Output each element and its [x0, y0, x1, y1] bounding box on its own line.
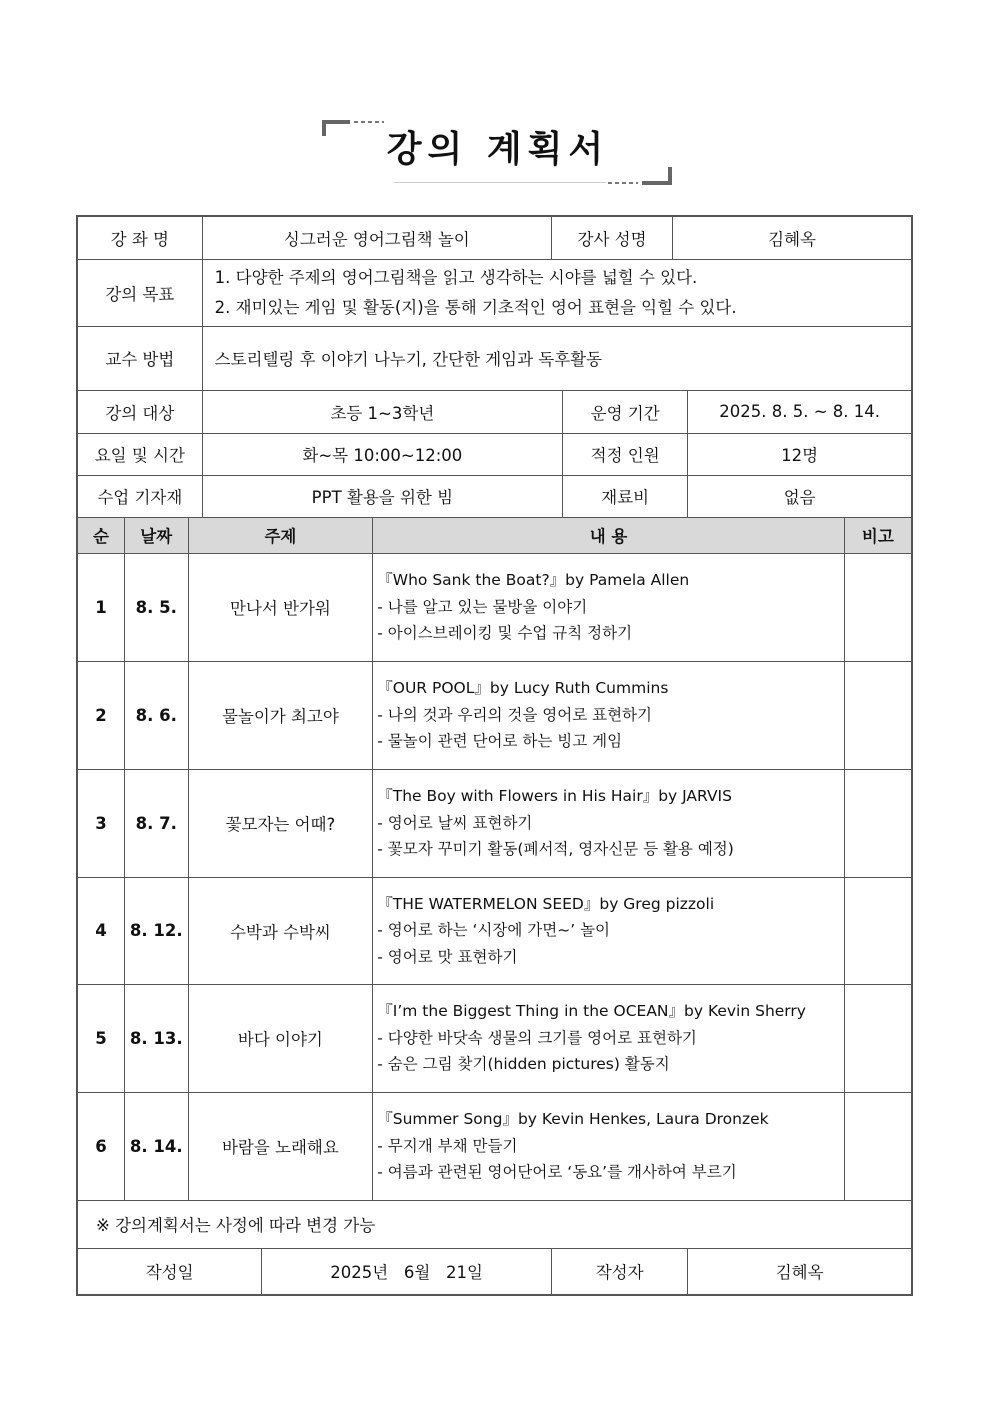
book-title: 『The Boy with Flowers in His Hair』by JARVIS	[377, 787, 732, 806]
header-topic: 주제	[188, 517, 373, 553]
page-title: 강의 계획서	[386, 129, 610, 170]
book-title: 『Summer Song』by Kevin Henkes, Laura Dronzek	[377, 1110, 769, 1129]
row-time	[77, 433, 912, 475]
lecture-plan-table	[76, 215, 913, 1296]
fee-value: 없음	[688, 475, 912, 517]
method-label: 교수 방법	[77, 326, 202, 390]
author-value: 김혜옥	[688, 1248, 912, 1295]
goal-value	[202, 259, 912, 326]
activity-line: - 꽃모자 꾸미기 활동(폐서적, 영자신문 등 활용 예정)	[377, 840, 734, 859]
schedule-row	[77, 984, 912, 1092]
session-note	[844, 984, 912, 1092]
session-content	[373, 984, 844, 1092]
period-label: 운영 기간	[563, 390, 688, 433]
session-number: 6	[77, 1092, 124, 1200]
goal-line-1: 1. 다양한 주제의 영어그림책을 읽고 생각하는 시야를 넓힐 수 있다.	[214, 267, 698, 287]
activity-line: - 다양한 바닷속 생물의 크기를 영어로 표현하기	[377, 1028, 697, 1047]
written-date-label: 작성일	[77, 1248, 262, 1295]
equipment-value: PPT 활용을 위한 빔	[202, 475, 562, 517]
title-bracket-top-left	[322, 120, 350, 124]
activity-line: - 영어로 날씨 표현하기	[377, 813, 533, 832]
session-date: 8. 12.	[124, 877, 188, 984]
activity-line: - 나의 것과 우리의 것을 영어로 표현하기	[377, 705, 652, 724]
row-method	[77, 326, 912, 390]
title-bracket-bottom-right-vertical	[668, 167, 672, 185]
author-label: 작성자	[551, 1248, 687, 1295]
session-note	[844, 661, 912, 769]
activity-line: - 무지개 부채 만들기	[377, 1136, 518, 1155]
session-number: 4	[77, 877, 124, 984]
session-date: 8. 13.	[124, 984, 188, 1092]
row-goal	[77, 259, 912, 326]
schedule-row	[77, 769, 912, 877]
activity-line: - 물놀이 관련 단어로 하는 빙고 게임	[377, 732, 623, 751]
header-date: 날짜	[124, 517, 188, 553]
session-content	[373, 1092, 844, 1200]
session-number: 5	[77, 984, 124, 1092]
schedule-header-row	[77, 517, 912, 553]
session-number: 1	[77, 553, 124, 661]
notice-row	[77, 1200, 912, 1248]
row-equipment	[77, 475, 912, 517]
goal-label: 강의 목표	[77, 259, 202, 326]
schedule-row	[77, 877, 912, 984]
activity-line: - 숨은 그림 찾기(hidden pictures) 활동지	[377, 1055, 670, 1074]
notice-text: ※ 강의계획서는 사정에 따라 변경 가능	[77, 1200, 912, 1248]
session-content	[373, 661, 844, 769]
time-label: 요일 및 시간	[77, 433, 202, 475]
course-label: 강 좌 명	[77, 216, 202, 259]
method-value: 스토리텔링 후 이야기 나누기, 간단한 게임과 독후활동	[202, 326, 912, 390]
time-value: 화~목 10:00~12:00	[202, 433, 562, 475]
session-note	[844, 553, 912, 661]
fee-label: 재료비	[563, 475, 688, 517]
capacity-value: 12명	[688, 433, 912, 475]
written-date-value: 2025년 6월 21일	[262, 1248, 552, 1295]
activity-line: - 영어로 하는 ‘시장에 가면~’ 놀이	[377, 921, 611, 940]
schedule-row	[77, 1092, 912, 1200]
session-topic: 물놀이가 최고야	[188, 661, 373, 769]
header-note: 비고	[844, 517, 912, 553]
instructor-label: 강사 성명	[551, 216, 672, 259]
equipment-label: 수업 기자재	[77, 475, 202, 517]
book-title: 『I’m the Biggest Thing in the OCEAN』by Kevin Sherry	[377, 1002, 806, 1021]
session-note	[844, 1092, 912, 1200]
capacity-label: 적정 인원	[563, 433, 688, 475]
title-underline	[394, 182, 606, 183]
session-note	[844, 769, 912, 877]
session-number: 2	[77, 661, 124, 769]
title-dots-top	[354, 121, 384, 123]
session-content	[373, 877, 844, 984]
book-title: 『Who Sank the Boat?』by Pamela Allen	[377, 571, 690, 590]
row-course	[77, 216, 912, 259]
session-date: 8. 14.	[124, 1092, 188, 1200]
target-value: 초등 1~3학년	[202, 390, 562, 433]
row-target	[77, 390, 912, 433]
session-topic: 꽃모자는 어때?	[188, 769, 373, 877]
session-topic: 바다 이야기	[188, 984, 373, 1092]
schedule-row	[77, 661, 912, 769]
schedule-row	[77, 553, 912, 661]
goal-line-2: 2. 재미있는 게임 및 활동(지)을 통해 기초적인 영어 표현을 익힐 수 있다.	[214, 297, 737, 317]
header-no: 순	[77, 517, 124, 553]
session-number: 3	[77, 769, 124, 877]
footer-row	[77, 1248, 912, 1295]
book-title: 『OUR POOL』by Lucy Ruth Cummins	[377, 679, 669, 698]
activity-line: - 여름과 관련된 영어단어로 ‘동요’를 개사하여 부르기	[377, 1163, 737, 1182]
session-topic: 만나서 반가워	[188, 553, 373, 661]
session-topic: 수박과 수박씨	[188, 877, 373, 984]
session-date: 8. 6.	[124, 661, 188, 769]
session-topic: 바람을 노래해요	[188, 1092, 373, 1200]
title-block	[320, 118, 676, 188]
header-content: 내 용	[373, 517, 844, 553]
activity-line: - 아이스브레이킹 및 수업 규칙 정하기	[377, 624, 633, 643]
session-note	[844, 877, 912, 984]
activity-line: - 영어로 맛 표현하기	[377, 947, 518, 966]
activity-line: - 나를 알고 있는 물방울 이야기	[377, 597, 588, 616]
book-title: 『THE WATERMELON SEED』by Greg pizzoli	[377, 894, 715, 913]
instructor-value: 김혜옥	[673, 216, 912, 259]
session-content	[373, 553, 844, 661]
session-date: 8. 5.	[124, 553, 188, 661]
session-date: 8. 7.	[124, 769, 188, 877]
period-value: 2025. 8. 5. ~ 8. 14.	[688, 390, 912, 433]
course-value: 싱그러운 영어그림책 놀이	[202, 216, 551, 259]
title-dots-bottom	[608, 182, 638, 184]
session-content	[373, 769, 844, 877]
target-label: 강의 대상	[77, 390, 202, 433]
